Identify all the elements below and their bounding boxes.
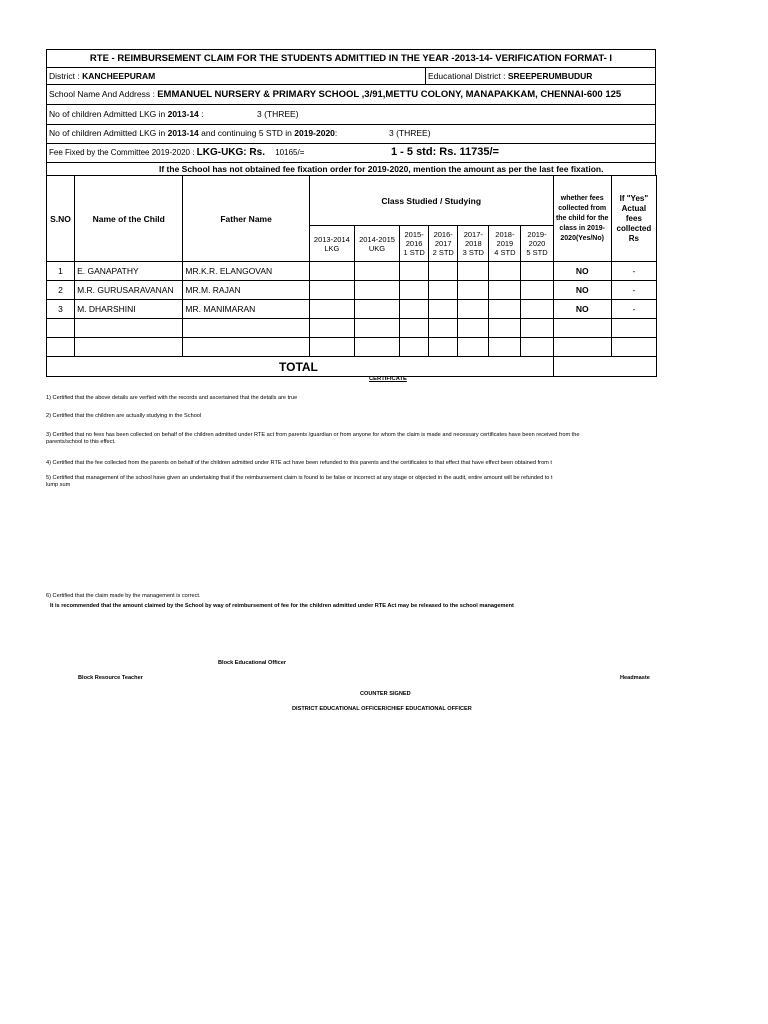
- table-row: [47, 262, 657, 281]
- total-row: [47, 357, 657, 377]
- table-cell: [400, 338, 429, 357]
- continuing-value: 3 (THREE): [389, 128, 431, 138]
- sig-counter: COUNTER SIGNED: [360, 691, 411, 697]
- table-cell: [429, 300, 458, 319]
- table-cell: [354, 319, 399, 338]
- year-label: 2016-2017: [433, 230, 453, 248]
- sig-deo: DISTRICT EDUCATIONAL OFFICER/CHIEF EDUCATIONAL OFFICER: [292, 706, 472, 712]
- table-cell: [521, 338, 553, 357]
- table-cell: [429, 281, 458, 300]
- table-cell: [309, 300, 354, 319]
- year-label: 2013-2014: [313, 234, 350, 244]
- continuing-row: No of children Admitted LKG in 2013-14 and continuing 5 STD in 2019-2020: 3 (THREE): [46, 124, 656, 143]
- table-cell: [354, 338, 399, 357]
- cell-fees-collected: NO: [553, 262, 611, 281]
- table-cell: [354, 262, 399, 281]
- table-cell: [489, 338, 521, 357]
- table-cell: [429, 319, 458, 338]
- std-label: 3 STD: [462, 248, 484, 257]
- fee-note: If the School has not obtained fee fixation order for 2019-2020, mention the amount as per the last fee fixation.: [46, 162, 656, 176]
- header-class-group: Class Studied / Studying: [309, 176, 553, 226]
- table-cell: [489, 262, 521, 281]
- std-label: 5 STD: [526, 248, 548, 257]
- admitted-lkg-row: No of children Admitted LKG in 2013-14 : 3 (THREE): [46, 104, 656, 124]
- table-cell: [75, 319, 183, 338]
- cell-actual: -: [611, 281, 656, 300]
- table-cell: [47, 338, 75, 357]
- table-cell: [309, 338, 354, 357]
- header-father: Father Name: [183, 176, 309, 262]
- sig-headmaster: Headmaste: [620, 675, 650, 681]
- header-year-5: [489, 226, 521, 262]
- table-cell: [309, 319, 354, 338]
- recommendation: It is recommended that the amount claimed by the School by way of reimbursement of fee for the children admitted under RTE Act may be released to the school management: [50, 603, 514, 609]
- sig-beo: Block Educational Officer: [218, 660, 287, 666]
- header-sno: S.NO: [47, 176, 75, 262]
- cell-father-name: MR. MANIMARAN: [183, 300, 309, 319]
- year-label: 2014-2015: [359, 234, 395, 244]
- cell-father-name: MR.M. RAJAN: [183, 281, 309, 300]
- header-year-0: [309, 226, 354, 262]
- cell-fees-collected: NO: [553, 300, 611, 319]
- std-label: 2 STD: [432, 248, 454, 257]
- table-cell: [553, 319, 611, 338]
- header-name: Name of the Child: [75, 176, 183, 262]
- cert-item-3b: parents/school to this effect.: [46, 439, 116, 445]
- table-cell: [458, 262, 489, 281]
- table-cell: [400, 281, 429, 300]
- cert-item-6: 6) Certified that the claim made by the management is correct.: [46, 593, 201, 599]
- edu-district-field: Educational District : SREEPERUMBUDUR: [425, 68, 592, 84]
- header-year-1: [354, 226, 399, 262]
- table-cell: [183, 319, 309, 338]
- district-row: [46, 67, 656, 84]
- cell-actual: -: [611, 262, 656, 281]
- table-cell: [553, 338, 611, 357]
- cert-item-5: 5) Certified that management of the school have given an undertaking that if the reimbursement claim is found to be false or incorrect at any stage or objected in the audit, entire amount will be refunded to t: [46, 475, 553, 481]
- table-cell: [400, 319, 429, 338]
- cert-item-4: 4) Certified that the fee collected from the parents on behalf of the children admitted under RTE act have been refunded to this parents and the certificates to that effect that have effect been obtained from t: [46, 460, 552, 466]
- table-cell: [400, 262, 429, 281]
- table-cell: [458, 338, 489, 357]
- table-cell: [309, 281, 354, 300]
- year-label: 2017-2018: [463, 230, 483, 248]
- table-cell: [458, 281, 489, 300]
- table-row: [47, 300, 657, 319]
- fee-row: Fee Fixed by the Committee 2019-2020 : LKG-UKG: Rs. 10165/= 1 - 5 std: Rs. 11735/=: [46, 143, 656, 162]
- header-actual: If "Yes" Actual fees collected Rs: [611, 176, 656, 262]
- table-cell: [521, 319, 553, 338]
- page-title: RTE - REIMBURSEMENT CLAIM FOR THE STUDENTS ADMITTIED IN THE YEAR -2013-14- VERIFICATION FORMAT- I: [46, 49, 656, 67]
- table-cell: [611, 319, 656, 338]
- claims-table: [46, 175, 657, 377]
- table-cell: [400, 300, 429, 319]
- table-row: [47, 281, 657, 300]
- table-cell: [429, 338, 458, 357]
- header-year-2: [400, 226, 429, 262]
- cell-actual: -: [611, 300, 656, 319]
- certificate-heading: CERTIFICATE: [369, 376, 407, 382]
- table-cell: [458, 300, 489, 319]
- table-cell: [489, 281, 521, 300]
- table-cell: [354, 300, 399, 319]
- school-row: School Name And Address : EMMANUEL NURSERY & PRIMARY SCHOOL ,3/91,METTU COLONY, MANAPAKKAM, CHENNAI-600 125: [46, 84, 656, 104]
- header-year-6: [521, 226, 553, 262]
- table-cell: [521, 281, 553, 300]
- cell-sno: 1: [47, 262, 75, 281]
- header-year-3: [429, 226, 458, 262]
- admitted-lkg-value: 3 (THREE): [257, 109, 299, 119]
- cell-child-name: M.R. GURUSARAVANAN: [75, 281, 183, 300]
- table-cell: [458, 319, 489, 338]
- std-label: UKG: [368, 243, 386, 253]
- std-label: 4 STD: [494, 248, 516, 257]
- table-cell: [521, 262, 553, 281]
- cell-child-name: E. GANAPATHY: [75, 262, 183, 281]
- table-row: [47, 319, 657, 338]
- table-cell: [309, 262, 354, 281]
- cert-item-1: 1) Certified that the above details are verfied with the records and ascertained that the details are true: [46, 395, 298, 401]
- std-label: 1 STD: [403, 248, 425, 257]
- total-value: [553, 357, 656, 377]
- year-label: 2019-2020: [527, 230, 547, 248]
- table-cell: [183, 338, 309, 357]
- table-cell: [521, 300, 553, 319]
- total-label: TOTAL: [47, 357, 554, 377]
- table-cell: [429, 262, 458, 281]
- cell-father-name: MR.K.R. ELANGOVAN: [183, 262, 309, 281]
- header-year-4: [458, 226, 489, 262]
- table-cell: [489, 319, 521, 338]
- cell-sno: 2: [47, 281, 75, 300]
- district-field: District : KANCHEEPURAM: [49, 71, 156, 81]
- cert-item-2: 2) Certified that the children are actually studying in the School: [46, 413, 202, 419]
- table-cell: [354, 281, 399, 300]
- fee-std: 1 - 5 std: Rs. 11735/=: [391, 146, 499, 158]
- table-cell: [75, 338, 183, 357]
- year-label: 2015-2016: [404, 230, 424, 248]
- table-cell: [611, 338, 656, 357]
- cell-child-name: M. DHARSHINI: [75, 300, 183, 319]
- year-label: 2018-2019: [495, 230, 515, 248]
- cell-fees-collected: NO: [553, 281, 611, 300]
- header-fees-collected: whether fees collected from the child for the class in 2019-2020(Yes/No): [553, 176, 611, 262]
- cert-item-5b: lump sum: [46, 482, 71, 488]
- cell-sno: 3: [47, 300, 75, 319]
- table-row: [47, 338, 657, 357]
- table-cell: [47, 319, 75, 338]
- table-cell: [489, 300, 521, 319]
- sig-brt: Block Resource Teacher: [78, 675, 143, 681]
- std-label: LKG: [324, 243, 340, 253]
- cert-item-3: 3) Certified that no fees has been collected on behalf of the children admitted under RTE act from parents /guardian or from anyone for whom the claim is made and necessary certificates have been received from the: [46, 432, 580, 438]
